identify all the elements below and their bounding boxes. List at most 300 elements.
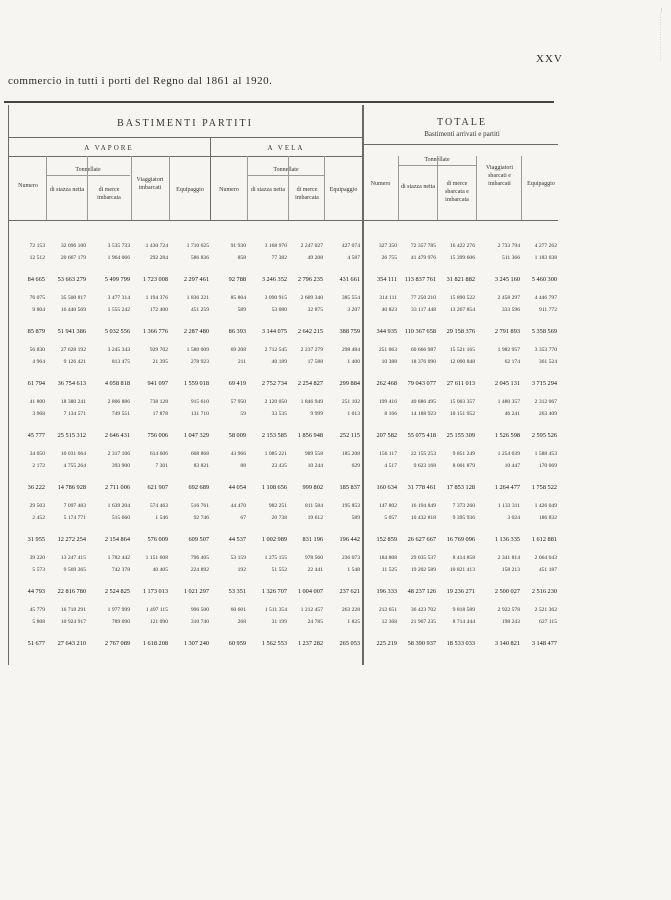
subtotal-cell: 48 237 126	[407, 588, 436, 595]
table-cell: 1 782 442	[107, 555, 130, 561]
subtotal-cell: 1 108 656	[261, 484, 287, 491]
subtotal-cell: 19 236 271	[446, 588, 475, 595]
subtotal-cell: 2 595 526	[531, 432, 557, 439]
table-cell: 2 064 043	[534, 555, 557, 561]
table-cell: 17 588	[307, 359, 323, 365]
subtotal-cell: 388 759	[339, 328, 360, 335]
table-cell: 7 097 483	[63, 503, 86, 509]
subtotal-cell: 252 115	[339, 432, 360, 439]
table-cell: 1 400	[347, 359, 360, 365]
table-cell: 3 245 343	[107, 347, 130, 353]
table-cell: 978 560	[304, 555, 323, 561]
table-cell: 44 470	[230, 503, 246, 509]
table-cell: 278 923	[190, 359, 209, 365]
table-cell: 813 475	[111, 359, 130, 365]
subtotal-cell: 26 627 667	[407, 536, 436, 543]
table-cell: 24 785	[307, 619, 323, 625]
subtotal-cell: 1 021 297	[183, 588, 209, 595]
subtotal-cell: 51 941 386	[57, 328, 86, 335]
table-cell: 4 517	[384, 463, 397, 469]
table-cell: 4 755 264	[63, 463, 86, 469]
table-cell: 59	[240, 411, 246, 417]
table-cell: 911 772	[539, 307, 557, 313]
table-cell: 251 063	[378, 347, 397, 353]
subtotal-cell: 2 791 893	[494, 328, 520, 335]
table-cell: 7 301	[155, 463, 168, 469]
subtotal-cell: 113 837 761	[404, 276, 436, 283]
table-cell: 32 875	[307, 307, 323, 313]
subtotal-cell: 262 468	[376, 380, 397, 387]
subtotal-cell: 2 796 235	[297, 276, 323, 283]
table-cell: 10 031 664	[60, 451, 86, 457]
subtotal-cell: 60 959	[228, 640, 246, 647]
table-cell: 989 558	[304, 451, 323, 457]
table-cell: 62 174	[504, 359, 520, 365]
table-cell: 10 447	[504, 463, 520, 469]
table-cell: 41 800	[29, 399, 45, 405]
header-partiti: BASTIMENTI PARTITI	[117, 118, 253, 129]
subtotal-cell: 5 499 799	[104, 276, 130, 283]
subtotal-cell: 2 711 006	[105, 484, 130, 491]
table-cell: 1 546	[155, 515, 168, 521]
table-cell: 16 440 569	[60, 307, 86, 313]
table-cell: 76 075	[29, 295, 45, 301]
table-cell: 16 718 291	[60, 607, 86, 613]
subtotal-cell: 84 665	[27, 276, 45, 283]
column-header-di-merce: di merce imbarcata	[295, 187, 319, 201]
table-cell: 14 188 923	[410, 411, 436, 417]
table-cell: 3 535 733	[107, 243, 130, 249]
table-cell: 2 733 794	[497, 243, 520, 249]
table-cell: 29 035 537	[410, 555, 436, 561]
subtotal-cell: 5 358 569	[531, 328, 557, 335]
subtotal-cell: 576 009	[147, 536, 168, 543]
table-cell: 1 825	[347, 619, 360, 625]
column-header-numero: Numero	[370, 181, 391, 187]
table-cell: 19 612	[307, 515, 323, 521]
table-cell: 33 117 448	[411, 307, 436, 313]
subtotal-cell: 5 032 556	[104, 328, 130, 335]
table-cell: 929 702	[149, 347, 168, 353]
subtotal-cell: 344 935	[376, 328, 397, 335]
subtotal-cell: 1 723 008	[142, 276, 168, 283]
table-cell: 742 378	[111, 567, 130, 573]
subtotal-cell: 185 837	[339, 484, 360, 491]
table-cell: 3 090 915	[264, 295, 287, 301]
margin-note: — . . . . . . . . . . . . . . . . . . .	[658, 8, 663, 61]
table-cell: 91 930	[230, 243, 246, 249]
column-header-equipaggio: Equipaggio	[329, 187, 358, 193]
subtotal-cell: 2 516 230	[531, 588, 557, 595]
subtotal-cell: 1 526 598	[494, 432, 520, 439]
table-cell: 15 890 522	[449, 295, 475, 301]
table-cell: 1 013	[347, 411, 360, 417]
table-cell: 9 126 421	[63, 359, 86, 365]
subtotal-cell: 196 333	[376, 588, 397, 595]
subtotal-cell: 44 793	[27, 588, 45, 595]
table-cell: 185 208	[341, 451, 360, 457]
table-cell: 9 851 249	[452, 451, 475, 457]
table-cell: 10 244	[307, 463, 323, 469]
table-cell: 2 458 297	[497, 295, 520, 301]
table-cell: 1 183 038	[534, 255, 557, 261]
table-cell: 22 441	[307, 567, 323, 573]
table-cell: 18 380 241	[60, 399, 86, 405]
table-cell: 23 435	[271, 463, 287, 469]
subtotal-cell: 1 559 018	[183, 380, 209, 387]
column-header-viaggiatori-imbarcati: Viaggiatori imbarcati	[136, 177, 164, 191]
subtotal-cell: 51 677	[27, 640, 45, 647]
subtotal-cell: 16 769 096	[446, 536, 475, 543]
table-cell: 57 950	[230, 399, 246, 405]
subtotal-cell: 299 884	[339, 380, 360, 387]
table-cell: 1 977 999	[107, 607, 130, 613]
subtotal-cell: 45 777	[27, 432, 45, 439]
table-cell: 333 596	[501, 307, 520, 313]
table-cell: 1 151 608	[145, 555, 168, 561]
table-cell: 8 414 858	[452, 555, 475, 561]
table-cell: 2 247 027	[300, 243, 323, 249]
table-cell: 170 069	[538, 463, 557, 469]
table-cell: 1 964 066	[107, 255, 130, 261]
table-cell: 12 512	[29, 255, 45, 261]
table-cell: 46 241	[504, 411, 520, 417]
table-cell: 72 153	[29, 243, 45, 249]
subtotal-cell: 2 642 215	[297, 328, 323, 335]
subtotal-cell: 31 821 882	[446, 276, 475, 283]
table-cell: 9 999	[310, 411, 323, 417]
table-cell: 147 802	[378, 503, 397, 509]
subtotal-cell: 1 002 989	[261, 536, 287, 543]
table-cell: 996 500	[190, 607, 209, 613]
table-cell: 224 892	[190, 567, 209, 573]
table-cell: 53 159	[230, 555, 246, 561]
table-cell: 31 199	[271, 619, 287, 625]
table-cell: 292 284	[149, 255, 168, 261]
column-divider	[247, 156, 248, 220]
subtotal-cell: 3 245 160	[494, 276, 520, 283]
subtotal-cell: 2 767 089	[104, 640, 130, 647]
hline-totale	[362, 144, 558, 145]
subtotal-cell: 152 859	[376, 536, 397, 543]
table-cell: 40 189	[271, 359, 287, 365]
table-cell: 15 399 606	[449, 255, 475, 261]
table-cell: 69 208	[230, 347, 246, 353]
table-cell: 2 712 545	[264, 347, 287, 353]
subtotal-cell: 31 778 461	[407, 484, 436, 491]
column-header-tonnellate: Tonnellate	[273, 167, 299, 173]
table-cell: 9 804	[32, 307, 45, 313]
subtotal-cell: 1 326 707	[261, 588, 287, 595]
table-cell: 574 463	[149, 503, 168, 509]
column-divider	[476, 156, 477, 220]
table-cell: 796 405	[190, 555, 209, 561]
table-cell: 40 823	[381, 307, 397, 313]
table-cell: 385 554	[341, 295, 360, 301]
subtotal-cell: 2 154 864	[104, 536, 130, 543]
table-cell: 236 073	[341, 555, 360, 561]
table-cell: 49 208	[307, 255, 323, 261]
table-left-edge	[8, 105, 9, 665]
subtotal-cell: 31 955	[27, 536, 45, 543]
column-header-di-merce-tot: di merce sbarcata e imbarcata	[445, 181, 469, 203]
table-cell: 586 836	[190, 255, 209, 261]
table-cell: 1 212 457	[300, 607, 323, 613]
table-cell: 738 128	[149, 399, 168, 405]
column-divider	[87, 156, 88, 220]
table-cell: 22 155 253	[410, 451, 436, 457]
table-cell: 67	[240, 515, 246, 521]
subtotal-cell: 36 754 613	[57, 380, 86, 387]
subtotal-cell: 79 043 077	[407, 380, 436, 387]
subtotal-cell: 2 153 585	[261, 432, 287, 439]
table-cell: 1 710 625	[186, 243, 209, 249]
table-cell: 17 878	[152, 411, 168, 417]
table-cell: 589	[237, 307, 246, 313]
column-divider	[131, 156, 132, 220]
subtotal-cell: 941 097	[147, 380, 168, 387]
table-cell: 516 761	[190, 503, 209, 509]
table-cell: 1 426 049	[534, 503, 557, 509]
table-cell: 35 500 817	[60, 295, 86, 301]
subtotal-cell: 36 222	[27, 484, 45, 491]
table-cell: 9 569 365	[63, 567, 86, 573]
header-totale-sub: Bastimenti arrivati e partiti	[424, 130, 500, 138]
table-cell: 5 808	[32, 619, 45, 625]
table-cell: 1 275 155	[264, 555, 287, 561]
subtotal-cell: 3 246 352	[261, 276, 287, 283]
table-cell: 60 601	[230, 607, 246, 613]
subtotal-cell: 14 786 928	[57, 484, 86, 491]
subtotal-cell: 2 752 734	[261, 380, 287, 387]
table-cell: 361 524	[538, 359, 557, 365]
subtotal-cell: 2 254 827	[297, 380, 323, 387]
header-a-vela: A VELA	[267, 144, 305, 152]
table-cell: 858	[237, 255, 246, 261]
header-a-vapore: A VAPORE	[84, 144, 134, 152]
table-cell: 749 551	[111, 411, 130, 417]
subtotal-cell: 265 053	[339, 640, 360, 647]
table-cell: 263 409	[538, 411, 557, 417]
table-cell: 131 710	[190, 411, 209, 417]
column-divider	[169, 156, 170, 220]
column-header-di-stazza: di stazza netta	[401, 184, 435, 190]
subtotal-cell: 3 715 294	[531, 380, 557, 387]
table-cell: 13 267 854	[449, 307, 475, 313]
table-cell: 2 609 340	[300, 295, 323, 301]
table-cell: 195 853	[341, 503, 360, 509]
table-cell: 2 806 886	[107, 399, 130, 405]
column-header-di-stazza: di stazza netta	[251, 187, 285, 193]
hline-2	[8, 156, 362, 157]
column-header-equipaggio: Equipaggio	[527, 181, 555, 187]
tonnellate-rule	[399, 165, 476, 166]
table-cell: 2 317 106	[107, 451, 130, 457]
subtotal-cell: 3 148 477	[531, 640, 557, 647]
table-cell: 5 573	[32, 567, 45, 573]
table-cell: 19 202 589	[410, 567, 436, 573]
subtotal-cell: 44 537	[228, 536, 246, 543]
table-cell: 589	[351, 515, 360, 521]
subtotal-cell: 3 144 075	[261, 328, 287, 335]
column-header-di-merce: di merce imbarcata	[97, 187, 121, 201]
column-header-viaggiatori-tot: Viaggiatori sbarcati e imbarcati	[486, 165, 513, 187]
table-cell: 41 479 976	[410, 255, 436, 261]
table-cell: 26 755	[381, 255, 397, 261]
subtotal-cell: 4 058 818	[104, 380, 130, 387]
table-cell: 77 382	[271, 255, 287, 261]
subtotal-cell: 1 004 007	[297, 588, 323, 595]
subtotal-cell: 22 816 780	[57, 588, 86, 595]
subtotal-cell: 2 524 825	[104, 588, 130, 595]
subtotal-cell: 92 788	[228, 276, 246, 283]
table-cell: 4 964	[32, 359, 45, 365]
table-cell: 1 254 039	[497, 451, 520, 457]
table-cell: 21 967 235	[410, 619, 436, 625]
table-cell: 77 250 210	[410, 295, 436, 301]
table-cell: 3 968	[32, 411, 45, 417]
subtotal-cell: 1 047 329	[183, 432, 209, 439]
column-divider	[46, 156, 47, 220]
table-cell: 1 430 724	[145, 243, 168, 249]
column-header-numero: Numero	[219, 187, 239, 193]
subtotal-cell: 692 689	[188, 484, 209, 491]
table-cell: 15 521 165	[449, 347, 475, 353]
subtotal-cell: 61 794	[27, 380, 45, 387]
table-cell: 18 376 090	[410, 359, 436, 365]
column-header-di-stazza: di stazza netta	[50, 187, 84, 193]
table-cell: 158 213	[501, 567, 520, 573]
table-cell: 314 111	[379, 295, 397, 301]
table-cell: 8 714 444	[452, 619, 475, 625]
table-cell: 16 194 849	[410, 503, 436, 509]
table-cell: 1 580 009	[186, 347, 209, 353]
subtotal-cell: 831 196	[302, 536, 323, 543]
table-cell: 2 341 814	[497, 555, 520, 561]
table-cell: 1 194 376	[145, 295, 168, 301]
table-cell: 2 452	[32, 515, 45, 521]
column-divider	[288, 156, 289, 220]
table-cell: 2 312 067	[534, 399, 557, 405]
subtotal-cell: 58 009	[228, 432, 246, 439]
subtotal-cell: 17 853 128	[446, 484, 475, 491]
table-cell: 12 090 848	[449, 359, 475, 365]
subtotal-cell: 2 287 480	[183, 328, 209, 335]
column-header-numero: Numero	[18, 183, 38, 189]
page-number: XXV	[536, 53, 563, 65]
subtotal-cell: 1 307 240	[183, 640, 209, 647]
table-cell: 15 003 357	[449, 399, 475, 405]
table-cell: 327 350	[378, 243, 397, 249]
table-cell: 3 353 770	[534, 347, 557, 353]
vline-vapore-vela	[210, 137, 211, 220]
table-cell: 51 552	[271, 567, 287, 573]
table-cell: 10 432 818	[410, 515, 436, 521]
table-cell: 263 228	[341, 607, 360, 613]
table-cell: 1 555 242	[107, 307, 130, 313]
table-cell: 53 080	[271, 307, 287, 313]
subtotal-cell: 999 802	[302, 484, 323, 491]
table-cell: 608 868	[190, 451, 209, 457]
subtotal-cell: 1 136 335	[494, 536, 520, 543]
subtotal-cell: 25 515 312	[57, 432, 86, 439]
table-cell: 8 166	[384, 411, 397, 417]
table-cell: 451 259	[190, 307, 209, 313]
table-cell: 1 548	[347, 567, 360, 573]
table-cell: 10 151 952	[449, 411, 475, 417]
subtotal-cell: 225 219	[376, 640, 397, 647]
table-cell: 40 405	[152, 567, 168, 573]
table-cell: 33 535	[271, 411, 287, 417]
table-cell: 7 373 260	[452, 503, 475, 509]
table-cell: 211	[237, 359, 246, 365]
subtotal-cell: 1 562 553	[261, 640, 287, 647]
table-cell: 20 738	[271, 515, 287, 521]
table-cell: 268	[237, 619, 246, 625]
tonnellate-rule	[47, 175, 130, 176]
table-cell: 1 085 221	[264, 451, 287, 457]
header-bottom-rule	[8, 220, 558, 221]
subtotal-cell: 1 173 013	[142, 588, 168, 595]
table-cell: 451 187	[538, 567, 557, 573]
table-cell: 789 090	[111, 619, 130, 625]
table-cell: 43 966	[230, 451, 246, 457]
table-cell: 614 606	[149, 451, 168, 457]
table-cell: 2 237 279	[300, 347, 323, 353]
table-cell: 627 115	[539, 619, 557, 625]
table-cell: 5 057	[384, 515, 397, 521]
hline-1	[8, 137, 362, 138]
subtotal-cell: 2 646 431	[104, 432, 130, 439]
table-cell: 60 666 987	[410, 347, 436, 353]
table-cell: 393 900	[111, 463, 130, 469]
table-cell: 83 821	[193, 463, 209, 469]
table-cell: 32 096 100	[60, 243, 86, 249]
table-cell: 811 584	[305, 503, 323, 509]
table-cell: 21 395	[152, 359, 168, 365]
table-cell: 88	[240, 463, 246, 469]
table-cell: 5 174 771	[63, 515, 86, 521]
table-cell: 9 395 936	[452, 515, 475, 521]
table-cell: 427 074	[341, 243, 360, 249]
table-cell: 156 117	[379, 451, 397, 457]
table-cell: 12 368	[381, 619, 397, 625]
table-cell: 1 836 221	[186, 295, 209, 301]
column-header-tonnellate: Tonnellate	[75, 167, 101, 173]
table-cell: 11 525	[381, 567, 397, 573]
table-cell: 4 277 262	[534, 243, 557, 249]
subtotal-cell: 1 264 477	[494, 484, 520, 491]
table-cell: 29 503	[29, 503, 45, 509]
subtotal-cell: 27 611 013	[446, 380, 475, 387]
subtotal-cell: 44 054	[228, 484, 246, 491]
subtotal-cell: 160 634	[376, 484, 397, 491]
table-cell: 56 830	[29, 347, 45, 353]
table-cell: 10 924 917	[60, 619, 86, 625]
table-cell: 1 133 311	[497, 503, 520, 509]
table-cell: 1 846 949	[300, 399, 323, 405]
table-cell: 2 172	[32, 463, 45, 469]
running-title: commercio in tutti i porti del Regno dal 1861 al 1920.	[8, 75, 273, 87]
header-totale: TOTALE	[437, 117, 487, 128]
table-cell: 45 779	[29, 607, 45, 613]
subtotal-cell: 756 006	[147, 432, 168, 439]
subtotal-cell: 25 155 309	[446, 432, 475, 439]
table-cell: 7 134 571	[63, 411, 86, 417]
subtotal-cell: 1 612 881	[531, 536, 557, 543]
subtotal-cell: 2 297 461	[183, 276, 209, 283]
table-cell: 1 982 957	[497, 347, 520, 353]
